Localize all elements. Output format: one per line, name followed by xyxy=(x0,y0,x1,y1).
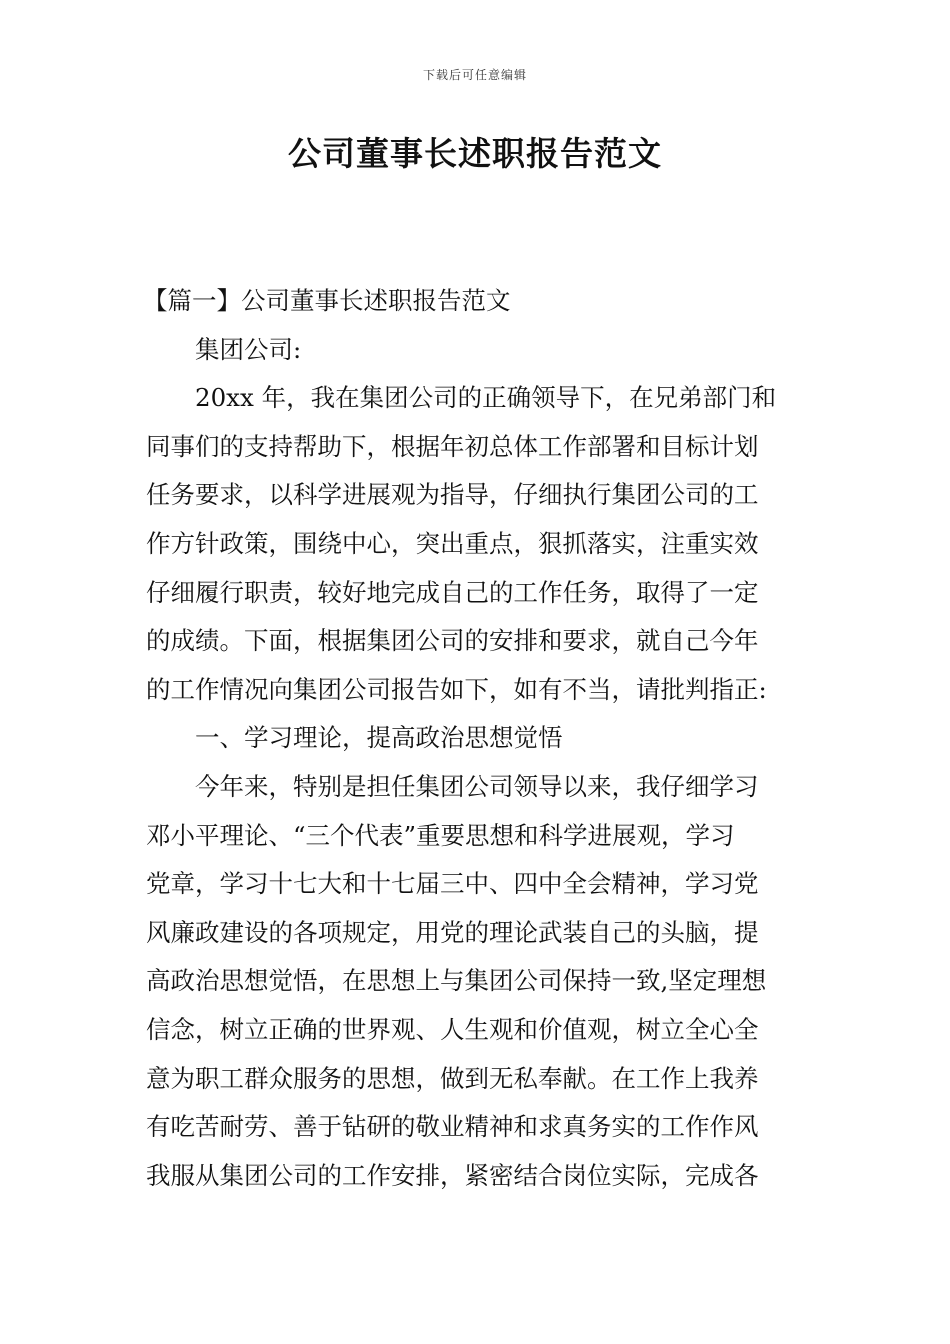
body-line: 仔细履行职责，较好地完成自己的工作任务，取得了一定 xyxy=(146,577,759,607)
body-line: 同事们的支持帮助下，根据年初总体工作部署和目标计划 xyxy=(146,431,759,461)
body-line: 高政治思想觉悟，在思想上与集团公司保持一致,坚定理想 xyxy=(146,966,767,996)
header-note: 下载后可任意编辑 xyxy=(422,68,527,82)
document-body xyxy=(143,277,806,1200)
document-title: 公司董事长述职报告范文 xyxy=(288,134,662,173)
salutation: 集团公司: xyxy=(195,334,302,364)
body-line: 我服从集团公司的工作安排，紧密结合岗位实际，完成各 xyxy=(146,1160,759,1190)
body-line: 20xx 年，我在集团公司的正确领导下，在兄弟部门和 xyxy=(195,383,777,413)
body-line: 有吃苦耐劳、善于钻研的敬业精神和求真务实的工作作风 xyxy=(146,1112,759,1142)
body-line: 意为职工群众服务的思想，做到无私奉献。在工作上我养 xyxy=(146,1063,759,1093)
subsection-heading: 一、学习理论，提高政治思想觉悟 xyxy=(195,723,563,753)
body-line: 任务要求，以科学进展观为指导，仔细执行集团公司的工 xyxy=(146,480,759,510)
body-line: 风廉政建设的各项规定，用党的理论武装自己的头脑，提 xyxy=(146,917,759,947)
body-line: 党章，学习十七大和十七届三中、四中全会精神，学习党 xyxy=(146,869,759,899)
section-heading: 【篇一】公司董事长述职报告范文 xyxy=(143,286,511,315)
body-line: 今年来，特别是担任集团公司领导以来，我仔细学习 xyxy=(195,771,759,801)
body-line: 邓小平理论、“三个代表”重要思想和科学进展观，学习 xyxy=(146,820,735,850)
body-line: 的成绩。下面，根据集团公司的安排和要求，就自己今年 xyxy=(146,626,759,656)
body-line: 的工作情况向集团公司报告如下，如有不当，请批判指正: xyxy=(146,674,767,704)
body-line: 信念，树立正确的世界观、人生观和价值观，树立全心全 xyxy=(146,1014,759,1044)
body-line: 作方针政策，围绕中心，突出重点，狠抓落实，注重实效 xyxy=(146,528,759,558)
